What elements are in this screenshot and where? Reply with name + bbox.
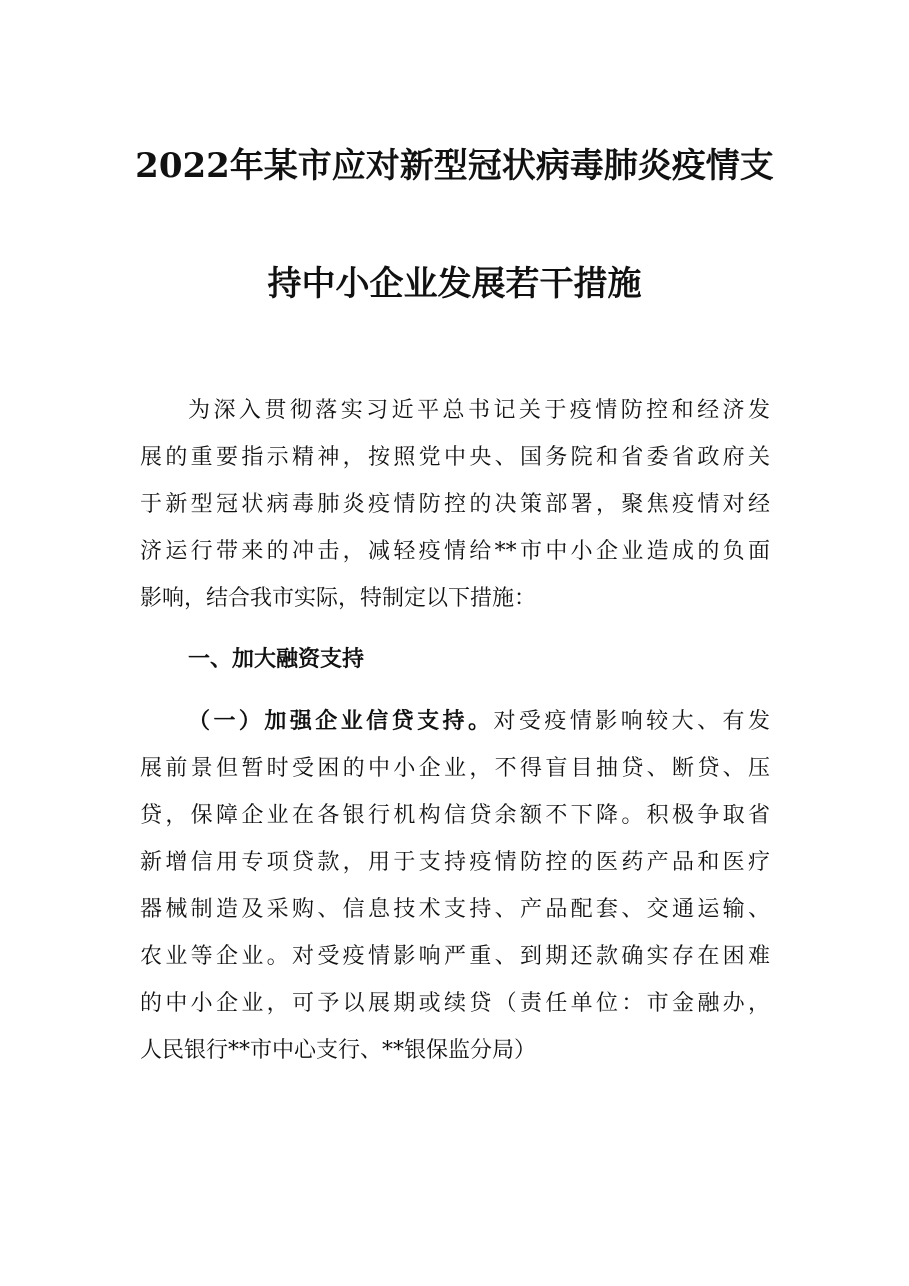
intro-line-1: 为深入贯彻落实习近平总书记关于疫情防控和经济发: [188, 398, 770, 423]
item-1-line-2: 展前景但暂时受困的中小企业，不得盲目抽贷、断贷、压: [140, 756, 770, 781]
item-1-line-3: 贷，保障企业在各银行机构信贷余额不下降。积极争取省: [140, 803, 770, 828]
item-1-line-1-text: 对受疫情影响较大、有发: [493, 709, 770, 734]
document-title-line-1: 2022年某市应对新型冠状病毒肺炎疫情支: [135, 146, 774, 186]
intro-line-2: 展的重要指示精神，按照党中央、国务院和省委省政府关: [140, 445, 770, 470]
intro-line-3: 于新型冠状病毒肺炎疫情防控的决策部署，聚焦疫情对经: [140, 492, 770, 517]
item-1-line-4: 新增信用专项贷款，用于支持疫情防控的医药产品和医疗: [140, 850, 770, 875]
item-1-line-7: 的中小企业，可予以展期或续贷（责任单位：市金融办，: [140, 991, 770, 1016]
item-1-lead: （一）加强企业信贷支持。: [188, 709, 494, 734]
item-1-line-1: [188, 707, 770, 737]
section-heading: 一、加大融资支持: [188, 647, 365, 672]
intro-line-5: 影响，结合我市实际，特制定以下措施：: [140, 586, 537, 611]
item-1-line-6: 农业等企业。对受疫情影响严重、到期还款确实存在困难: [140, 944, 770, 969]
item-1-line-5: 器械制造及采购、信息技术支持、产品配套、交通运输、: [140, 897, 770, 922]
intro-line-4: 济运行带来的冲击，减轻疫情给**市中小企业造成的负面: [140, 539, 770, 564]
document-title-line-2: 持中小企业发展若干措施: [267, 264, 642, 304]
item-1-line-8: 人民银行**市中心支行、**银保监分局）: [140, 1038, 537, 1063]
